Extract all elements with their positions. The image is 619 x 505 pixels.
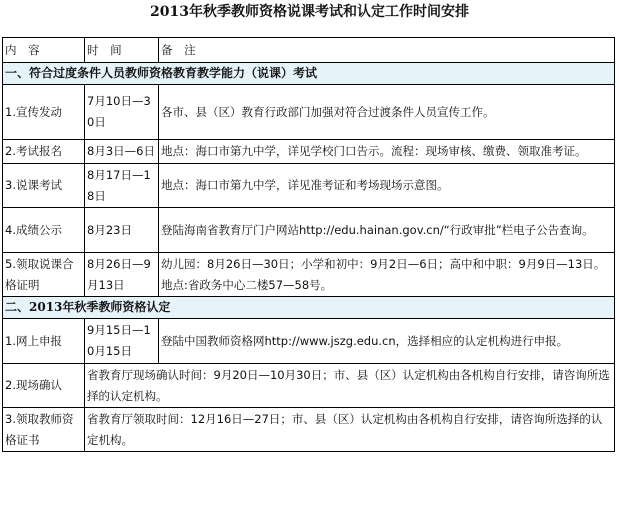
section-row	[3, 63, 615, 85]
row-content: 3.领取教师资格证书	[3, 408, 85, 452]
row-note: 地点：海口市第九中学，详见准考证和考场现场示意图。	[159, 164, 615, 208]
section-2-title: 二、2013年秋季教师资格认定	[3, 297, 615, 319]
table-row	[3, 253, 615, 297]
row-content: 3.说课考试	[3, 164, 85, 208]
row-time: 8月26日—9月13日	[85, 253, 159, 297]
header-content: 内 容	[3, 38, 85, 63]
row-note: 幼儿园：8月26日—30日；小学和初中：9月2日—6日；高中和中职：9月9日—13日。地点:省政务中心二楼57—58号。	[159, 253, 615, 297]
row-content: 2.考试报名	[3, 140, 85, 164]
table-row	[3, 408, 615, 452]
row-content: 2.现场确认	[3, 364, 85, 408]
row-note: 各市、县（区）教育行政部门加强对符合过渡条件人员宣传工作。	[159, 85, 615, 140]
table-row	[3, 164, 615, 208]
section-1-title: 一、符合过度条件人员教师资格教育教学能力（说课）考试	[3, 63, 615, 85]
row-time: 9月15日—10月15日	[85, 319, 159, 364]
row-note: 登陆海南省教育厅门户网站http://edu.hainan.gov.cn/“行政审批”栏电子公告查询。	[159, 208, 615, 253]
header-time: 时 间	[85, 38, 159, 63]
row-content: 1.网上申报	[3, 319, 85, 364]
table-header-row	[3, 38, 615, 63]
row-time: 8月17日—18日	[85, 164, 159, 208]
header-note: 备 注	[159, 38, 615, 63]
table-row	[3, 208, 615, 253]
row-content: 4.成绩公示	[3, 208, 85, 253]
table-row	[3, 85, 615, 140]
row-time: 8月23日	[85, 208, 159, 253]
table-row	[3, 319, 615, 364]
table-row	[3, 140, 615, 164]
schedule-table	[2, 37, 615, 452]
row-note: 登陆中国教师资格网http://www.jszg.edu.cn，选择相应的认定机构进行申报。	[159, 319, 615, 364]
row-time: 8月3日—6日	[85, 140, 159, 164]
row-note: 地点：海口市第九中学，详见学校门口告示。流程：现场审核、缴费、领取准考证。	[159, 140, 615, 164]
row-time: 7月10日—30日	[85, 85, 159, 140]
section-row	[3, 297, 615, 319]
row-content: 5.领取说课合格证明	[3, 253, 85, 297]
row-note: 省教育厅现场确认时间：9月20日—10月30日；市、县（区）认定机构由各机构自行安排，请咨询所选择的认定机构。	[85, 364, 615, 408]
row-content: 1.宣传发动	[3, 85, 85, 140]
table-row	[3, 364, 615, 408]
row-note: 省教育厅领取时间：12月16日—27日；市、县（区）认定机构由各机构自行安排，请咨询所选择的认定机构。	[85, 408, 615, 452]
page-title: 2013年秋季教师资格说课考试和认定工作时间安排	[150, 4, 469, 20]
